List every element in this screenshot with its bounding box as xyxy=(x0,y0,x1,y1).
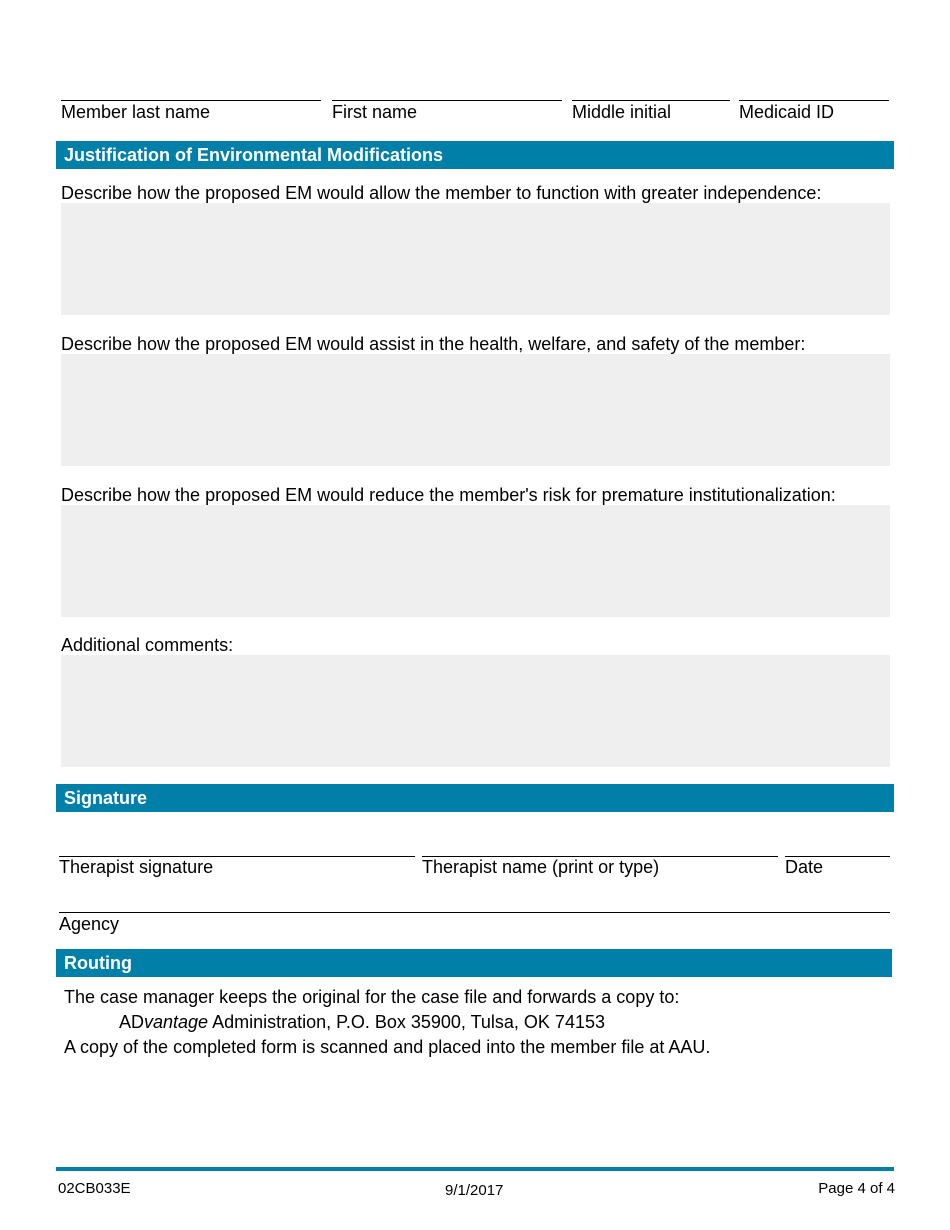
independence-prompt: Describe how the proposed EM would allow the member to function with greater independence: xyxy=(61,183,822,203)
routing-line-1: The case manager keeps the original for the case file and forwards a copy to: xyxy=(64,987,680,1007)
member-last-name-field[interactable] xyxy=(61,100,321,101)
signature-section-header: Signature xyxy=(56,784,894,812)
routing-address xyxy=(119,1012,605,1032)
address-italic: vantage xyxy=(144,1012,209,1032)
agency-label: Agency xyxy=(59,914,120,934)
health-textbox[interactable] xyxy=(61,354,890,466)
first-name-label: First name xyxy=(332,102,418,122)
risk-prompt: Describe how the proposed EM would reduce the member's risk for premature institutionalization: xyxy=(61,485,836,505)
footer-divider xyxy=(56,1167,894,1171)
medicaid-id-label: Medicaid ID xyxy=(739,102,835,122)
member-last-name-label: Member last name xyxy=(61,102,211,122)
risk-textbox[interactable] xyxy=(61,505,890,617)
first-name-field[interactable] xyxy=(332,100,562,101)
independence-textbox[interactable] xyxy=(61,203,890,315)
medicaid-id-field[interactable] xyxy=(739,100,889,101)
justification-section-header: Justification of Environmental Modifications xyxy=(56,141,894,169)
comments-textbox[interactable] xyxy=(61,655,890,767)
therapist-signature-label: Therapist signature xyxy=(59,857,214,877)
page-number: Page 4 of 4 xyxy=(818,1180,895,1197)
comments-prompt: Additional comments: xyxy=(61,635,234,655)
health-prompt: Describe how the proposed EM would assist in the health, welfare, and safety of the member: xyxy=(61,334,806,354)
routing-section-header: Routing xyxy=(56,949,892,977)
therapist-name-label: Therapist name (print or type) xyxy=(422,857,660,877)
middle-initial-field[interactable] xyxy=(572,100,730,101)
middle-initial-label: Middle initial xyxy=(572,102,672,122)
address-rest: Administration, P.O. Box 35900, Tulsa, OK 74153 xyxy=(208,1012,605,1032)
date-label: Date xyxy=(785,857,824,877)
address-prefix: AD xyxy=(119,1012,145,1032)
form-code: 02CB033E xyxy=(58,1180,131,1197)
agency-field[interactable] xyxy=(59,912,890,913)
routing-line-3: A copy of the completed form is scanned and placed into the member file at AAU. xyxy=(64,1037,711,1057)
footer-date: 9/1/2017 xyxy=(445,1182,504,1199)
